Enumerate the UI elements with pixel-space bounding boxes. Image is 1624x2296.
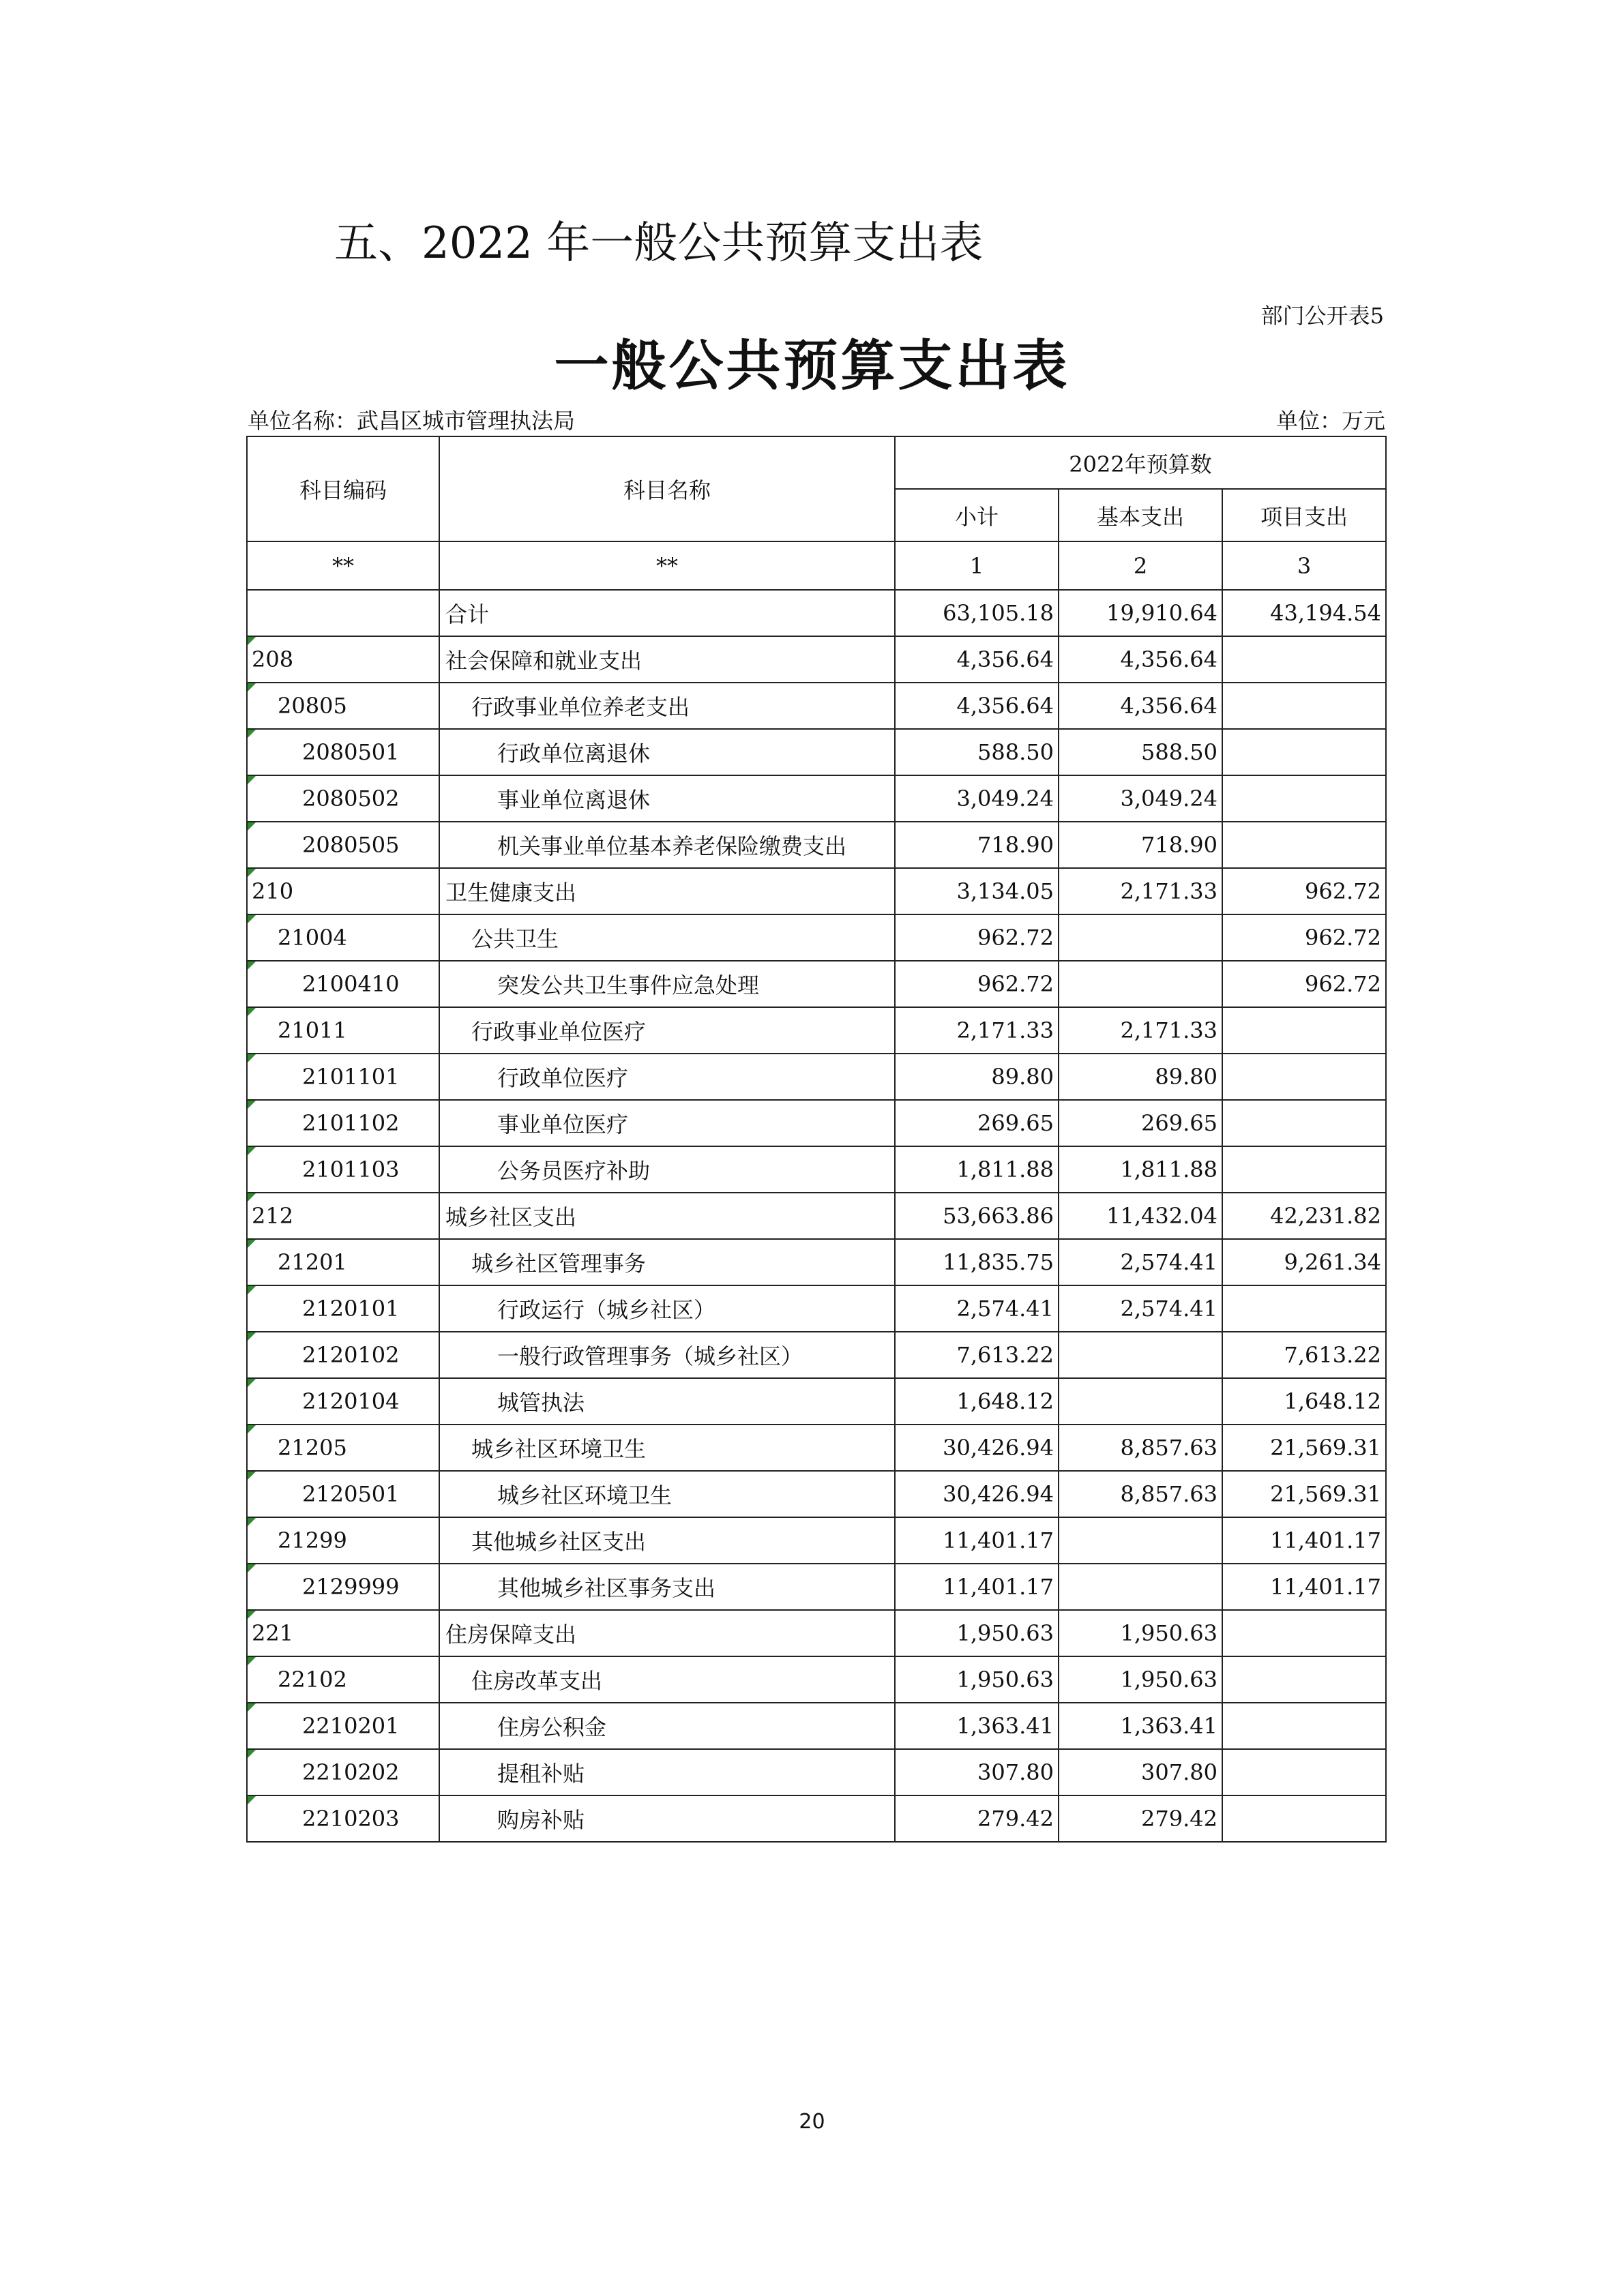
code-cell: 21201 [247, 1239, 439, 1285]
name-cell: 其他城乡社区事务支出 [439, 1564, 895, 1610]
project-cell: 9,261.34 [1222, 1239, 1386, 1285]
header-code: 科目编码 [247, 436, 439, 541]
total-project-cell: 43,194.54 [1222, 590, 1386, 636]
unit-label: 单位：万元 [1275, 408, 1385, 434]
project-cell [1222, 1054, 1386, 1100]
subtotal-cell: 962.72 [895, 961, 1059, 1007]
name-cell: 城乡社区管理事务 [439, 1239, 895, 1285]
code-cell: 2101101 [247, 1054, 439, 1100]
code-cell: 208 [247, 636, 439, 683]
total-subtotal-cell: 63,105.18 [895, 590, 1059, 636]
index-row [247, 541, 1386, 590]
table-row [247, 1146, 1386, 1193]
project-cell: 7,613.22 [1222, 1332, 1386, 1378]
name-cell: 其他城乡社区支出 [439, 1517, 895, 1564]
basic-cell: 1,950.63 [1059, 1656, 1222, 1703]
total-name-cell: 合计 [439, 590, 895, 636]
table-row [247, 1795, 1386, 1842]
budget-expenditure-table [246, 436, 1387, 1843]
header-budget-group: 2022年预算数 [895, 436, 1386, 489]
table-row [247, 1471, 1386, 1517]
table-row [247, 1564, 1386, 1610]
table-row [247, 1054, 1386, 1100]
name-cell: 社会保障和就业支出 [439, 636, 895, 683]
basic-cell: 89.80 [1059, 1054, 1222, 1100]
basic-cell: 279.42 [1059, 1795, 1222, 1842]
project-cell [1222, 1100, 1386, 1146]
code-cell: 2120102 [247, 1332, 439, 1378]
basic-cell: 4,356.64 [1059, 636, 1222, 683]
table-row [247, 868, 1386, 914]
subtotal-cell: 2,574.41 [895, 1285, 1059, 1332]
code-cell: 2080501 [247, 729, 439, 775]
project-cell [1222, 1656, 1386, 1703]
index-cell: 2 [1059, 541, 1222, 590]
section-heading: 五、2022 年一般公共预算支出表 [334, 218, 984, 269]
project-cell [1222, 729, 1386, 775]
subtotal-cell: 53,663.86 [895, 1193, 1059, 1239]
name-cell: 行政运行（城乡社区） [439, 1285, 895, 1332]
basic-cell: 8,857.63 [1059, 1471, 1222, 1517]
subtotal-cell: 3,134.05 [895, 868, 1059, 914]
name-cell: 事业单位医疗 [439, 1100, 895, 1146]
subtotal-cell: 30,426.94 [895, 1425, 1059, 1471]
unit-info-row [248, 405, 1385, 436]
project-cell [1222, 775, 1386, 822]
table-row [247, 1378, 1386, 1425]
basic-cell: 718.90 [1059, 822, 1222, 868]
unit-name: 单位名称：武昌区城市管理执法局 [248, 408, 576, 434]
code-cell: 221 [247, 1610, 439, 1656]
header-subtotal: 小计 [895, 489, 1059, 541]
index-cell: ** [439, 541, 895, 590]
project-cell [1222, 683, 1386, 729]
basic-cell: 1,363.41 [1059, 1703, 1222, 1749]
basic-cell: 2,574.41 [1059, 1239, 1222, 1285]
total-code-cell [247, 590, 439, 636]
subtotal-cell: 4,356.64 [895, 636, 1059, 683]
total-basic-cell: 19,910.64 [1059, 590, 1222, 636]
table-row [247, 1656, 1386, 1703]
table-row [247, 729, 1386, 775]
header-name: 科目名称 [439, 436, 895, 541]
subtotal-cell: 11,835.75 [895, 1239, 1059, 1285]
subtotal-cell: 2,171.33 [895, 1007, 1059, 1054]
table-row [247, 1285, 1386, 1332]
table-row [247, 775, 1386, 822]
project-cell: 962.72 [1222, 961, 1386, 1007]
basic-cell [1059, 961, 1222, 1007]
subtotal-cell: 1,811.88 [895, 1146, 1059, 1193]
code-cell: 2100410 [247, 961, 439, 1007]
subtotal-cell: 1,950.63 [895, 1656, 1059, 1703]
subtotal-cell: 3,049.24 [895, 775, 1059, 822]
code-cell: 2210203 [247, 1795, 439, 1842]
code-cell: 2120501 [247, 1471, 439, 1517]
table-row [247, 961, 1386, 1007]
code-cell: 2101102 [247, 1100, 439, 1146]
project-cell: 11,401.17 [1222, 1564, 1386, 1610]
table-row [247, 1193, 1386, 1239]
project-cell: 42,231.82 [1222, 1193, 1386, 1239]
basic-cell: 2,171.33 [1059, 868, 1222, 914]
code-cell: 22102 [247, 1656, 439, 1703]
code-cell: 2120101 [247, 1285, 439, 1332]
name-cell: 公共卫生 [439, 914, 895, 961]
table-row [247, 1007, 1386, 1054]
header-row [247, 436, 1386, 489]
project-cell [1222, 1285, 1386, 1332]
code-cell: 2120104 [247, 1378, 439, 1425]
subtotal-cell: 279.42 [895, 1795, 1059, 1842]
table-row [247, 683, 1386, 729]
project-cell [1222, 1146, 1386, 1193]
name-cell: 城管执法 [439, 1378, 895, 1425]
name-cell: 住房保障支出 [439, 1610, 895, 1656]
code-cell: 20805 [247, 683, 439, 729]
total-row [247, 590, 1386, 636]
table-row [247, 1239, 1386, 1285]
table-row [247, 1610, 1386, 1656]
basic-cell: 307.80 [1059, 1749, 1222, 1795]
subtotal-cell: 11,401.17 [895, 1517, 1059, 1564]
name-cell: 行政事业单位养老支出 [439, 683, 895, 729]
basic-cell: 4,356.64 [1059, 683, 1222, 729]
basic-cell [1059, 1378, 1222, 1425]
project-cell [1222, 822, 1386, 868]
basic-cell [1059, 1332, 1222, 1378]
basic-cell [1059, 1517, 1222, 1564]
name-cell: 城乡社区支出 [439, 1193, 895, 1239]
basic-cell [1059, 1564, 1222, 1610]
subtotal-cell: 4,356.64 [895, 683, 1059, 729]
table-row [247, 1332, 1386, 1378]
name-cell: 行政单位医疗 [439, 1054, 895, 1100]
code-cell: 2080505 [247, 822, 439, 868]
name-cell: 突发公共卫生事件应急处理 [439, 961, 895, 1007]
subtotal-cell: 962.72 [895, 914, 1059, 961]
name-cell: 提租补贴 [439, 1749, 895, 1795]
project-cell: 21,569.31 [1222, 1425, 1386, 1471]
project-cell [1222, 1610, 1386, 1656]
table-row [247, 1100, 1386, 1146]
name-cell: 行政单位离退休 [439, 729, 895, 775]
subtotal-cell: 11,401.17 [895, 1564, 1059, 1610]
code-cell: 210 [247, 868, 439, 914]
index-cell: ** [247, 541, 439, 590]
project-cell: 21,569.31 [1222, 1471, 1386, 1517]
name-cell: 住房改革支出 [439, 1656, 895, 1703]
subtotal-cell: 7,613.22 [895, 1332, 1059, 1378]
basic-cell: 8,857.63 [1059, 1425, 1222, 1471]
code-cell: 21011 [247, 1007, 439, 1054]
subtotal-cell: 1,950.63 [895, 1610, 1059, 1656]
code-cell: 2080502 [247, 775, 439, 822]
basic-cell: 2,171.33 [1059, 1007, 1222, 1054]
code-cell: 2101103 [247, 1146, 439, 1193]
subtotal-cell: 588.50 [895, 729, 1059, 775]
basic-cell: 1,950.63 [1059, 1610, 1222, 1656]
project-cell [1222, 1007, 1386, 1054]
name-cell: 一般行政管理事务（城乡社区） [439, 1332, 895, 1378]
basic-cell: 11,432.04 [1059, 1193, 1222, 1239]
table-row [247, 1749, 1386, 1795]
basic-cell: 269.65 [1059, 1100, 1222, 1146]
basic-cell: 1,811.88 [1059, 1146, 1222, 1193]
index-cell: 3 [1222, 541, 1386, 590]
code-cell: 21004 [247, 914, 439, 961]
name-cell: 城乡社区环境卫生 [439, 1471, 895, 1517]
name-cell: 事业单位离退休 [439, 775, 895, 822]
name-cell: 购房补贴 [439, 1795, 895, 1842]
name-cell: 住房公积金 [439, 1703, 895, 1749]
table-row [247, 1425, 1386, 1471]
name-cell: 城乡社区环境卫生 [439, 1425, 895, 1471]
code-cell: 2210201 [247, 1703, 439, 1749]
basic-cell [1059, 914, 1222, 961]
table-row [247, 1703, 1386, 1749]
basic-cell: 588.50 [1059, 729, 1222, 775]
code-cell: 2210202 [247, 1749, 439, 1795]
subtotal-cell: 89.80 [895, 1054, 1059, 1100]
table-row [247, 1517, 1386, 1564]
code-cell: 212 [247, 1193, 439, 1239]
table-number: 部门公开表5 [1260, 303, 1384, 329]
name-cell: 公务员医疗补助 [439, 1146, 895, 1193]
project-cell: 962.72 [1222, 868, 1386, 914]
table-row [247, 636, 1386, 683]
code-cell: 21299 [247, 1517, 439, 1564]
basic-cell: 3,049.24 [1059, 775, 1222, 822]
name-cell: 机关事业单位基本养老保险缴费支出 [439, 822, 895, 868]
subtotal-cell: 1,363.41 [895, 1703, 1059, 1749]
project-cell: 11,401.17 [1222, 1517, 1386, 1564]
basic-cell: 2,574.41 [1059, 1285, 1222, 1332]
code-cell: 2129999 [247, 1564, 439, 1610]
project-cell: 962.72 [1222, 914, 1386, 961]
page-title: 一般公共预算支出表 [554, 334, 1070, 398]
project-cell [1222, 1703, 1386, 1749]
code-cell: 21205 [247, 1425, 439, 1471]
name-cell: 行政事业单位医疗 [439, 1007, 895, 1054]
project-cell [1222, 1749, 1386, 1795]
index-cell: 1 [895, 541, 1059, 590]
name-cell: 卫生健康支出 [439, 868, 895, 914]
table-row [247, 822, 1386, 868]
subtotal-cell: 718.90 [895, 822, 1059, 868]
header-project: 项目支出 [1222, 489, 1386, 541]
table-row [247, 914, 1386, 961]
subtotal-cell: 269.65 [895, 1100, 1059, 1146]
subtotal-cell: 307.80 [895, 1749, 1059, 1795]
subtotal-cell: 1,648.12 [895, 1378, 1059, 1425]
page-number: 20 [799, 2110, 825, 2134]
header-basic: 基本支出 [1059, 489, 1222, 541]
project-cell [1222, 636, 1386, 683]
subtotal-cell: 30,426.94 [895, 1471, 1059, 1517]
project-cell [1222, 1795, 1386, 1842]
project-cell: 1,648.12 [1222, 1378, 1386, 1425]
